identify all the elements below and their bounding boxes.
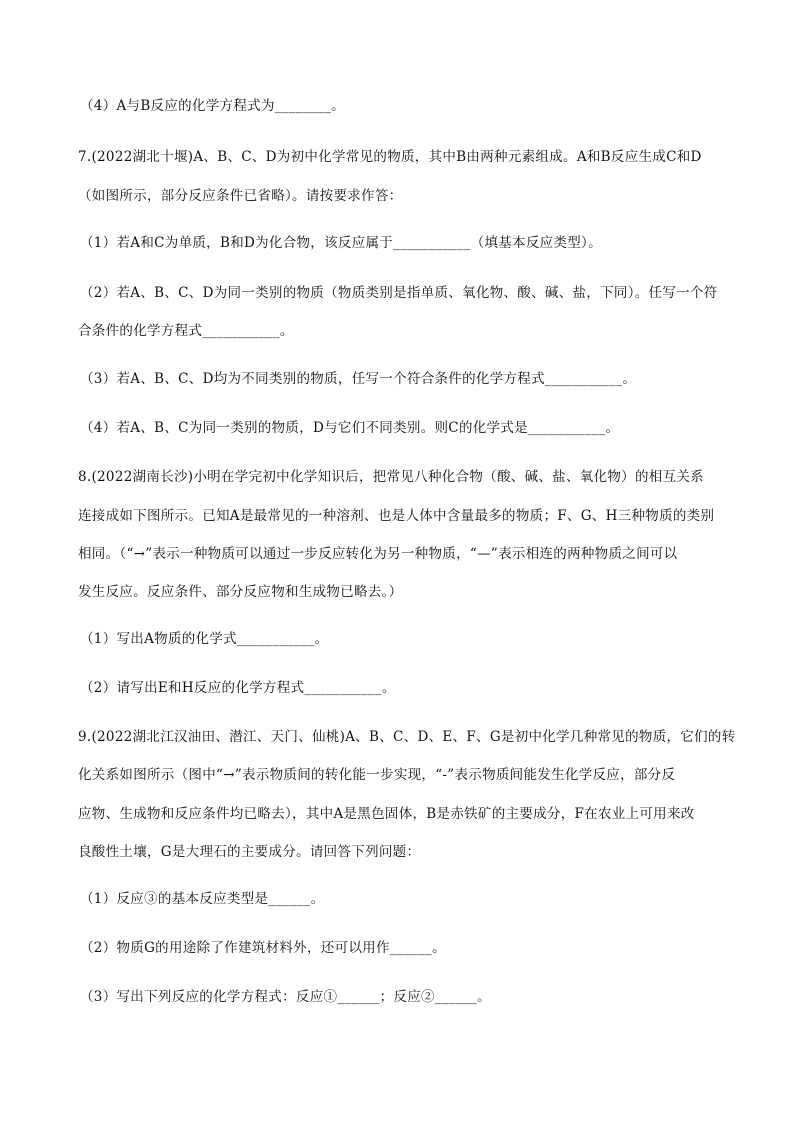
q9-stem-line4: 良酸性土壤，G是大理石的主要成分。请回答下列问题：	[78, 844, 421, 860]
q9-part2: （2）物质G的用途除了作建筑材料外，还可以用作______。	[80, 940, 446, 956]
q7-part4: （4）若A、B、C为同一类别的物质，D与它们不同类别。则C的化学式是___________。	[80, 420, 620, 436]
q8-stem-line3: 相同。（“→”表示一种物质可以通过一步反应转化为另一种物质，“—”表示相连的两种物质之间可以	[78, 546, 678, 562]
q9-part1: （1）反应③的基本反应类型是______。	[80, 891, 325, 907]
q8-stem-line2: 连接成如下图所示。已知A是最常见的一种溶剂、也是人体中含量最多的物质；F、G、H三种物质的类别	[78, 508, 715, 524]
q7-part3: （3）若A、B、C、D均为不同类别的物质，任写一个符合条件的化学方程式___________。	[80, 371, 637, 387]
q7-part2-line2: 合条件的化学方程式___________。	[78, 323, 294, 339]
q9-stem-line2: 化关系如图所示（图中“→”表示物质间的转化能一步实现，“-”表示物质间能发生化学反应，部分反	[78, 767, 676, 783]
q9-stem-line1: 9.(2022湖北江汉油田、潜江、天门、仙桃)A、B、C、D、E、F、G是初中化学几种常见的物质，它们的转	[78, 729, 736, 745]
q7-part2-line1: （2）若A、B、C、D为同一类别的物质（物质类别是指单质、氧化物、酸、碱、盐，下同）。任写一个符	[80, 285, 718, 301]
q7-stem-line1: 7.(2022湖北十堰)A、B、C、D为初中化学常见的物质，其中B由两种元素组成。A和B反应生成C和D	[78, 149, 702, 165]
q9-stem-line3: 应物、生成物和反应条件均已略去），其中A是黑色固体，B是赤铁矿的主要成分，F在农业上可用来改	[78, 806, 695, 822]
q7-part1: （1）若A和C为单质，B和D为化合物，该反应属于___________（填基本反应类型）。	[80, 235, 602, 251]
q7-stem-line2: （如图所示，部分反应条件已省略）。请按要求作答：	[78, 188, 403, 204]
q9-part3: （3）写出下列反应的化学方程式：反应①______；反应②______。	[80, 989, 491, 1005]
q8-part2: （2）请写出E和H反应的化学方程式___________。	[80, 680, 396, 696]
q8-part1: （1）写出A物质的化学式___________。	[80, 631, 329, 647]
q8-stem-line1: 8.(2022湖南长沙)小明在学完初中化学知识后，把常见八种化合物（酸、碱、盐、氧化物）的相互关系	[78, 469, 704, 485]
q8-stem-line4: 发生反应。反应条件、部分反应物和生成物已略去。）	[78, 584, 403, 600]
q6-part4: （4）A与B反应的化学方程式为________。	[80, 98, 345, 114]
